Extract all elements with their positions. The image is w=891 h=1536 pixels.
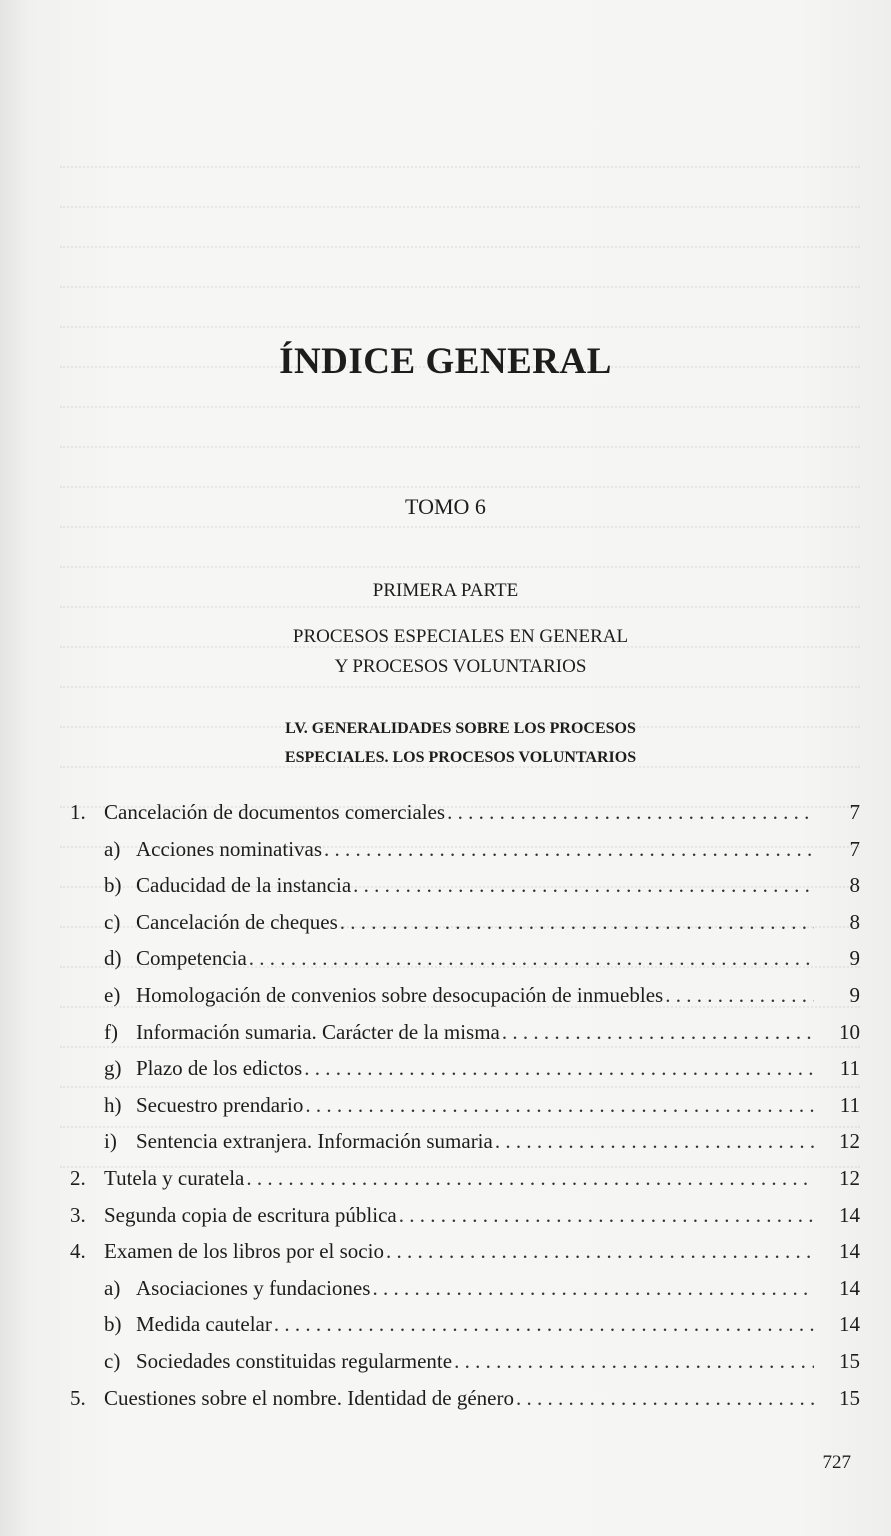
- toc-entry-number: 5.: [70, 1385, 86, 1410]
- toc-leader-dots: [447, 800, 814, 825]
- part-subtitle: [0, 622, 891, 682]
- toc-entry: [70, 1020, 860, 1057]
- toc-entry-label: Secuestro prendario: [136, 1092, 304, 1117]
- toc-leader-dots: [495, 1129, 814, 1154]
- toc-leader-dots: [274, 1312, 814, 1337]
- toc-entry-label: Sociedades constituidas regularmente: [136, 1348, 453, 1373]
- toc-entry-page: 11: [839, 1092, 860, 1117]
- toc-entry-page: 7: [849, 836, 860, 861]
- toc-entry: [70, 1276, 860, 1313]
- toc-entry: [70, 1129, 860, 1166]
- toc-entry: [70, 800, 860, 837]
- toc-entry-page: 15: [839, 1348, 860, 1373]
- toc-entry-label: Caducidad de la instancia: [136, 873, 352, 898]
- toc-entry: [70, 1349, 860, 1386]
- toc-entry: [70, 910, 860, 947]
- toc-entry-page: 14: [839, 1202, 860, 1227]
- toc-entry: [70, 1056, 860, 1093]
- page-title: ÍNDICE GENERAL: [279, 341, 612, 382]
- toc-entry-label: Competencia: [136, 946, 247, 971]
- toc-entry-page: 14: [839, 1275, 860, 1300]
- toc-entry-letter: g): [104, 1056, 122, 1081]
- toc-entry-page: 12: [839, 1165, 860, 1190]
- toc-entry-page: 7: [849, 800, 860, 824]
- toc-entry-label: Homologación de convenios sobre desocupación de inmuebles: [136, 982, 664, 1007]
- volume-heading: TOMO 6: [405, 494, 486, 519]
- toc-entry-label: Cancelación de documentos comerciales: [104, 800, 446, 824]
- toc-entry-label: Examen de los libros por el socio: [104, 1239, 384, 1264]
- toc-leader-dots: [340, 910, 814, 935]
- toc-entry: [70, 983, 860, 1020]
- page-number: 727: [822, 1452, 851, 1473]
- part-subtitle-line: Y PROCESOS VOLUNTARIOS: [334, 656, 587, 677]
- toc-leader-dots: [516, 1386, 814, 1411]
- toc-leader-dots: [502, 1020, 814, 1045]
- toc-entry-label: Asociaciones y fundaciones: [136, 1275, 371, 1300]
- toc-entry: [70, 1312, 860, 1349]
- toc-entry-page: 10: [839, 1019, 860, 1044]
- toc-entry-letter: c): [104, 1348, 121, 1373]
- toc-entry: [70, 873, 860, 910]
- toc-entry: [70, 1239, 860, 1276]
- toc-entry-letter: i): [104, 1129, 117, 1154]
- toc-entry: [70, 946, 860, 983]
- toc-entry-letter: e): [104, 982, 121, 1007]
- toc-entry-letter: f): [104, 1019, 118, 1044]
- toc-leader-dots: [454, 1349, 814, 1374]
- toc-entry-page: 9: [849, 946, 860, 971]
- toc-entry-letter: b): [104, 1312, 122, 1337]
- toc-entry-letter: h): [104, 1092, 122, 1117]
- toc-entry-label: Cuestiones sobre el nombre. Identidad de género: [104, 1385, 514, 1410]
- toc-leader-dots: [249, 946, 814, 971]
- part-subtitle-line: PROCESOS ESPECIALES EN GENERAL: [292, 626, 629, 647]
- toc-entry-page: 9: [849, 982, 860, 1007]
- toc-entry-number: 3.: [70, 1202, 86, 1227]
- toc-entry: [70, 837, 860, 874]
- toc-entry-number: 1.: [70, 800, 86, 824]
- toc-entry-number: 2.: [70, 1165, 86, 1190]
- chapter-heading-line: LV. GENERALIDADES SOBRE LOS PROCESOS: [285, 720, 636, 737]
- toc-entry-page: 8: [849, 873, 860, 898]
- toc-entry-letter: b): [104, 873, 122, 898]
- toc-entry-letter: d): [104, 946, 122, 971]
- toc-entry: [70, 1386, 860, 1423]
- toc-leader-dots: [324, 837, 814, 862]
- toc-entry: [70, 1093, 860, 1130]
- toc-leader-dots: [665, 983, 814, 1008]
- toc-entry-letter: a): [104, 1275, 121, 1300]
- toc-entry-letter: c): [104, 909, 121, 934]
- toc-entry-page: 14: [839, 1239, 860, 1264]
- toc-entry-label: Plazo de los edictos: [136, 1056, 303, 1081]
- chapter-heading-line: ESPECIALES. LOS PROCESOS VOLUNTARIOS: [284, 749, 637, 766]
- toc-entry-page: 12: [839, 1129, 860, 1154]
- toc-entry-page: 15: [839, 1385, 860, 1410]
- toc-leader-dots: [304, 1056, 814, 1081]
- toc-leader-dots: [305, 1093, 814, 1118]
- toc-entry-label: Información sumaria. Carácter de la misma: [136, 1019, 500, 1044]
- toc-entry-label: Cancelación de cheques: [136, 909, 338, 934]
- toc-entry-letter: a): [104, 836, 121, 861]
- chapter-heading: [0, 714, 891, 772]
- toc-leader-dots: [399, 1203, 814, 1228]
- toc-entry-number: 4.: [70, 1239, 86, 1264]
- toc-leader-dots: [386, 1239, 814, 1264]
- toc-entry-label: Sentencia extranjera. Información sumaria: [136, 1129, 493, 1154]
- toc-entry: [70, 1203, 860, 1240]
- toc-entry-page: 8: [849, 909, 860, 934]
- toc-entry-label: Medida cautelar: [136, 1312, 272, 1337]
- table-of-contents: [70, 800, 860, 1422]
- toc-leader-dots: [353, 873, 814, 898]
- toc-entry-page: 11: [839, 1056, 860, 1081]
- toc-entry-label: Segunda copia de escritura pública: [104, 1202, 397, 1227]
- toc-entry-page: 14: [839, 1312, 860, 1337]
- toc-leader-dots: [372, 1276, 814, 1301]
- toc-entry: [70, 1166, 860, 1203]
- toc-leader-dots: [246, 1166, 814, 1191]
- toc-entry-label: Acciones nominativas: [136, 836, 323, 861]
- part-heading: PRIMERA PARTE: [372, 580, 519, 601]
- toc-entry-label: Tutela y curatela: [104, 1165, 245, 1190]
